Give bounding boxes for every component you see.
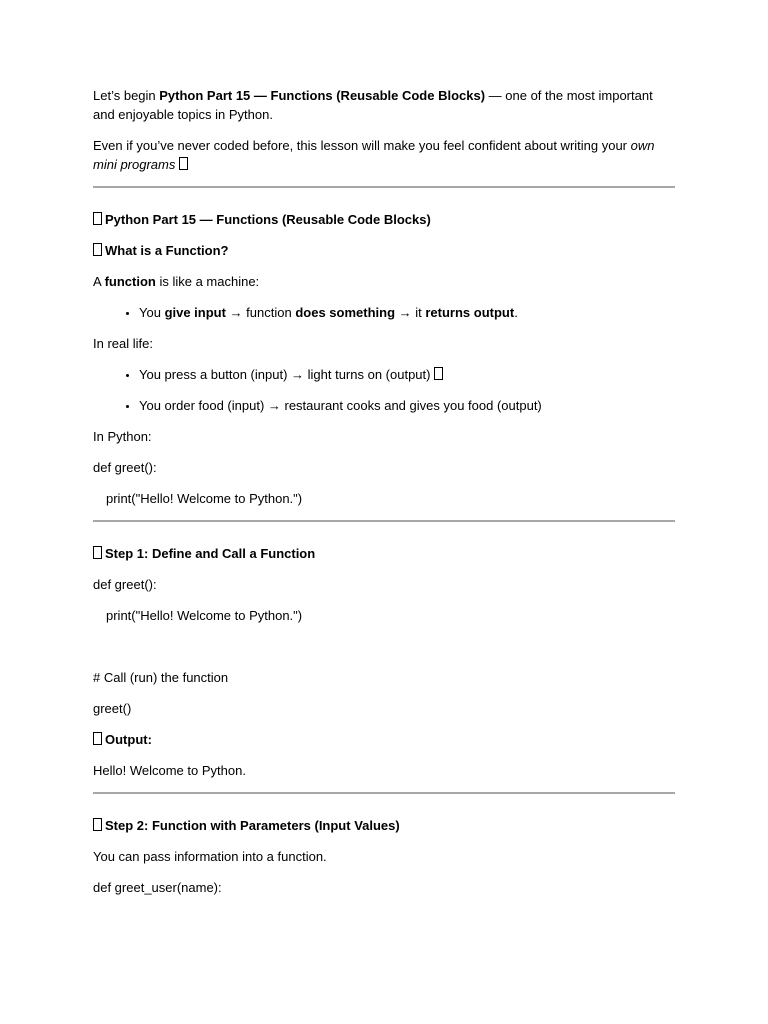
list-item	[139, 365, 675, 384]
text-run: You press a button (input) → light turns on (output)	[139, 367, 435, 382]
bullet-list	[93, 365, 675, 415]
text-run: → function	[225, 305, 296, 320]
missing-glyph-box-icon	[93, 243, 102, 256]
bold-text-run: Python Part 15 — Functions (Reusable Code Blocks)	[159, 88, 486, 103]
missing-glyph-box-icon	[93, 732, 102, 745]
text-run: Let’s begin	[93, 88, 160, 103]
text-run: A	[93, 274, 105, 289]
text-run: You	[139, 305, 165, 320]
heading-text: Step 1: Define and Call a Function	[105, 546, 316, 561]
section-subheading	[93, 241, 675, 260]
output-label	[93, 730, 675, 749]
bold-text-run: function	[104, 274, 156, 289]
text-run: → it	[395, 305, 426, 320]
text-run: Even if you’ve never coded before, this lesson will make you feel confident about writing your	[93, 138, 631, 153]
horizontal-rule	[93, 792, 675, 794]
missing-glyph-box-icon	[434, 367, 443, 380]
in-python-label: In Python:	[93, 429, 152, 444]
section-heading	[93, 544, 675, 563]
heading-text: Python Part 15 — Functions (Reusable Code Blocks)	[105, 212, 431, 227]
document-content	[93, 86, 675, 909]
code-line: def greet():	[93, 460, 157, 475]
code-line: def greet_user(name):	[93, 880, 222, 895]
code-comment: # Call (run) the function	[93, 670, 229, 685]
text-run: is like a machine:	[155, 274, 260, 289]
blank-line	[93, 637, 675, 656]
section-heading	[93, 816, 675, 835]
list-item	[139, 396, 675, 415]
bullet-list	[93, 303, 675, 322]
code-line: print("Hello! Welcome to Python.")	[106, 608, 303, 623]
code-line: greet()	[93, 701, 132, 716]
missing-glyph-box-icon	[93, 546, 102, 559]
function-definition-paragraph	[93, 272, 675, 291]
output-text: Hello! Welcome to Python.	[93, 763, 246, 778]
missing-glyph-box-icon	[179, 157, 188, 170]
bold-text-run: give input	[164, 305, 226, 320]
text-run: .	[514, 305, 518, 320]
italic-text-run: own mini programs	[93, 138, 655, 172]
list-item	[139, 303, 675, 322]
heading-text: Step 2: Function with Parameters (Input Values)	[105, 818, 400, 833]
intro-paragraph-1	[93, 86, 675, 124]
text-run: You order food (input) → restaurant cooks and gives you food (output)	[139, 398, 542, 413]
horizontal-rule	[93, 520, 675, 522]
bold-text-run: returns output	[425, 305, 515, 320]
intro-paragraph-2	[93, 136, 675, 174]
paragraph: You can pass information into a function.	[93, 849, 327, 864]
code-line: print("Hello! Welcome to Python.")	[106, 491, 303, 506]
subheading-text: What is a Function?	[105, 243, 229, 258]
code-line: def greet():	[93, 577, 157, 592]
output-label-text: Output:	[105, 732, 152, 747]
text-run: — one of the most important and enjoyable topics in Python.	[93, 88, 653, 122]
horizontal-rule	[93, 186, 675, 188]
real-life-label: In real life:	[93, 336, 153, 351]
missing-glyph-box-icon	[93, 212, 102, 225]
bold-text-run: does something	[295, 305, 396, 320]
missing-glyph-box-icon	[93, 818, 102, 831]
section-heading	[93, 210, 675, 229]
